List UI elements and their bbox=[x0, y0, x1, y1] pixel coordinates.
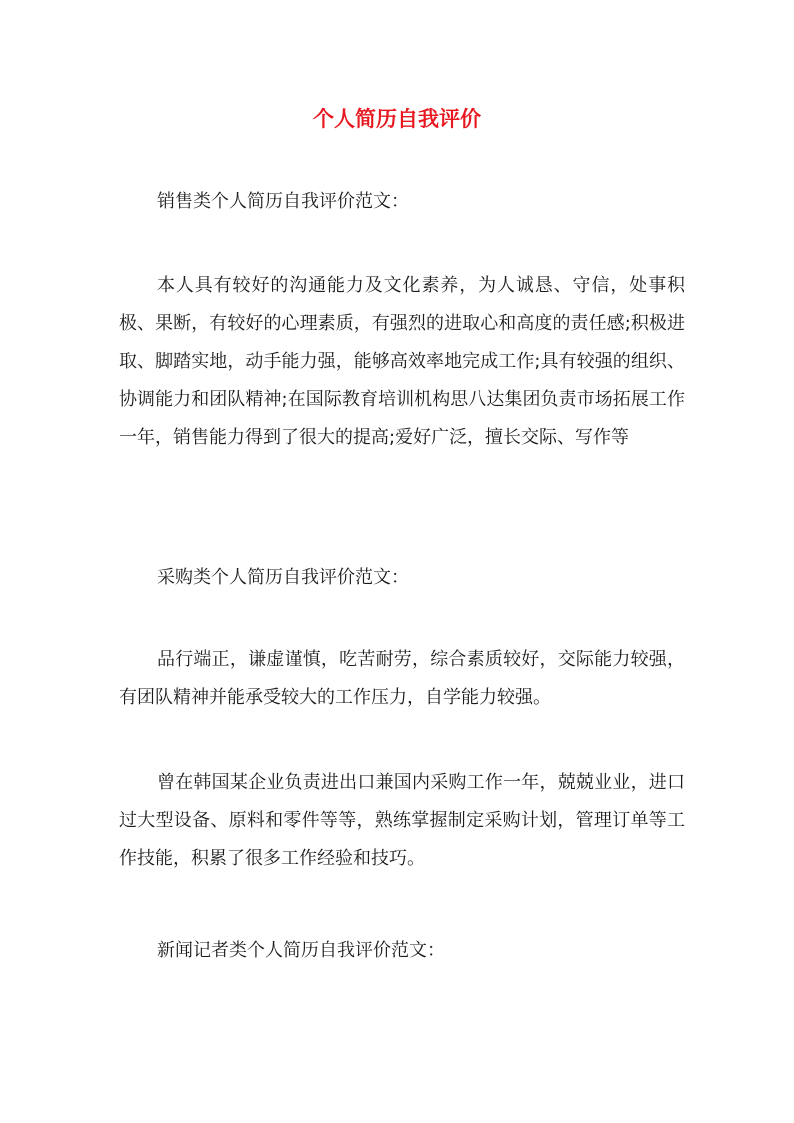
section-heading-sales: 销售类个人简历自我评价范文： bbox=[157, 191, 409, 212]
paragraph-purchasing-evaluation-2: 曾在韩国某企业负责进出口兼国内采购工作一年，兢兢业业，进口过大型设备、原料和零件等等，熟练掌握制定采购计划，管理订单等工作技能，积累了很多工作经验和技巧。 bbox=[119, 772, 685, 869]
section-heading-journalist: 新闻记者类个人简历自我评价范文： bbox=[157, 940, 445, 961]
paragraph-sales-evaluation: 本人具有较好的沟通能力及文化素养，为人诚恳、守信，处事积极、果断，有较好的心理素质，有强烈的进取心和高度的责任感;积极进取、脚踏实地，动手能力强，能够高效率地完成工作;具有较强的组织、协调能力和团队精神;在国际教育培训机构思八达集团负责市场拓展工作一年，销售能力得到了很大的提高;爱好广泛，擅长交际、写作等 bbox=[119, 275, 685, 448]
document-title: 个人简历自我评价 bbox=[313, 107, 481, 131]
section-heading-purchasing: 采购类个人简历自我评价范文： bbox=[157, 567, 409, 588]
paragraph-purchasing-evaluation-1: 品行端正，谦虚谨慎，吃苦耐劳，综合素质较好，交际能力较强，有团队精神并能承受较大的工作压力，自学能力较强。 bbox=[119, 649, 685, 708]
